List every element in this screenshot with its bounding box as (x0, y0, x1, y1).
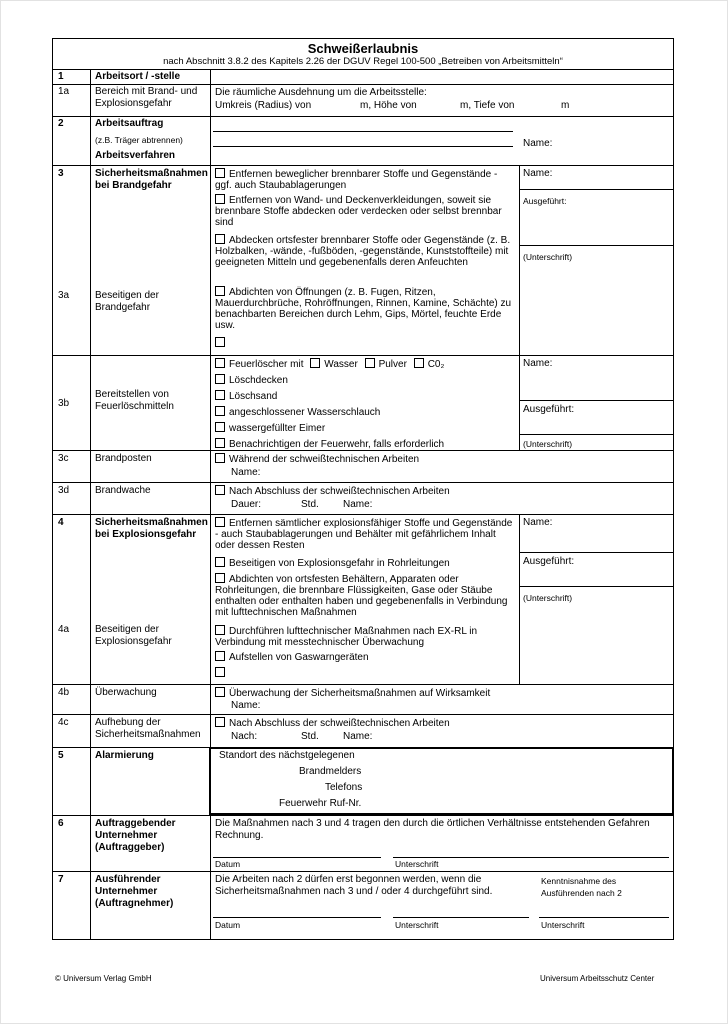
alarm-line: Standort des nächstgelegenen (219, 750, 355, 761)
checkbox[interactable] (215, 194, 225, 204)
row-4b (53, 684, 673, 715)
row-3d (53, 482, 673, 515)
checkbox-item[interactable]: Nach Abschluss der schweißtechnischen Arbeiten (215, 717, 450, 729)
checkbox-item[interactable]: Entfernen beweglicher brennbarer Stoffe und Gegenstände - ggf. auch Staubablagerungen (215, 169, 498, 191)
checkbox-item[interactable]: Benachrichtigen der Feuerwehr, falls erforderlich (215, 438, 444, 450)
signature-line[interactable] (539, 917, 669, 918)
row-number: 6 (58, 818, 64, 829)
statement-text: Die Arbeiten nach 2 dürfen erst begonnen werden, wenn die Sicherheitsmaßnahmen nach 3 und / oder 4 durchgeführt sind. (215, 874, 493, 897)
checkbox[interactable] (215, 234, 225, 244)
alarm-line: Brandmelders (299, 766, 362, 777)
row-subnumber: 3d (58, 485, 70, 496)
signature-line[interactable] (393, 917, 529, 918)
signature-label: (Unterschrift) (523, 593, 573, 603)
row-4 (53, 514, 673, 685)
row-number: 1 (58, 71, 64, 82)
row-sublabel: Aufhebung der Sicherheitsmaßnahmen (95, 717, 201, 740)
signature-label: Unterschrift (395, 859, 439, 869)
checkbox[interactable] (215, 422, 225, 432)
row-sublabel: Bereich mit Brand- und Explosionsgefahr (95, 86, 198, 109)
row-sublabel: Brandwache (95, 485, 151, 496)
checkbox-item[interactable]: wassergefüllter Eimer (215, 422, 325, 434)
checkbox[interactable] (215, 485, 225, 495)
hours-label: Std. (301, 499, 319, 510)
checkbox-item[interactable]: Abdichten von ortsfesten Behältern, Apparaten oder Rohrleitungen, die brennbare Flüssigkeiten, Gase oder Stäube enthalten oder enthalten haben und gegebenenfalls in Verbindung mit lufttechnischen Maßnahmen (215, 574, 508, 618)
radius-intro: Die räumliche Ausdehnung um die Arbeitsstelle: (215, 87, 427, 98)
section-label: Sicherheitsmaßnahmen bei Explosionsgefahr (95, 517, 208, 540)
checkbox-item[interactable] (215, 667, 229, 679)
duration-label: Dauer: (231, 499, 262, 510)
checkbox-item[interactable]: Abdecken ortsfester brennbarer Stoffe oder Gegenstände (z. B. Holzbalken, -wände, -fußböden, -gegenstände, Kunststoffteile) mit geeigneten Mitteln und gegebenenfalls deren Anfeuchten (215, 235, 511, 268)
row-sublabel: Bereitstellen von Feuerlöschmitteln (95, 389, 174, 412)
row-subnumber: 3b (58, 398, 70, 409)
signature-label: Unterschrift (395, 920, 439, 930)
section-label: Arbeitsauftrag (95, 118, 164, 129)
footer-center: Universum Arbeitsschutz Center (540, 974, 655, 983)
section-label: Auftraggebender Unternehmer (Auftraggeber) (95, 818, 176, 853)
checkbox[interactable] (215, 286, 225, 296)
row-3b (53, 355, 673, 451)
executed-label: Ausgeführt: (523, 404, 575, 415)
checkbox[interactable] (215, 667, 225, 677)
signature-label: Unterschrift (541, 920, 585, 930)
checkbox-item[interactable]: Entfernen sämtlicher explosionsfähiger Stoffe und Gegenstände - auch Staubablagerungen und Behälter mit gefährlichem Inhalt oder dessen Resten (215, 518, 513, 551)
row-subnumber: 4a (58, 624, 70, 635)
checkbox[interactable] (215, 438, 225, 448)
row-note: (z.B. Träger abtrennen) (95, 135, 183, 145)
checkbox-item[interactable]: Aufstellen von Gaswarngeräten (215, 651, 515, 663)
checkbox[interactable] (215, 374, 225, 384)
row-subnumber: 4b (58, 687, 70, 698)
signature-label: (Unterschrift) (523, 439, 573, 449)
acknowledgement-note: Kenntnisnahme des Ausführenden nach 2 (541, 876, 622, 898)
executed-label: Ausgeführt: (523, 196, 567, 206)
height-label: m, Höhe von (360, 100, 417, 111)
checkbox[interactable] (215, 390, 225, 400)
row-number: 4 (58, 517, 64, 528)
statement-text: Die Maßnahmen nach 3 und 4 tragen den durch die örtlichen Verhältnisse entstehenden Gefahren Rechnung. (215, 818, 650, 841)
radius-label: Umkreis (Radius) von (215, 100, 312, 111)
name-label: Name: (231, 700, 261, 711)
row-2 (53, 116, 673, 166)
executed-label: Ausgeführt: (523, 556, 575, 567)
checkbox-item[interactable]: Überwachung der Sicherheitsmaßnahmen auf Wirksamkeit (215, 687, 490, 699)
depth-unit: m (561, 100, 570, 111)
section-label-2: Arbeitsverfahren (95, 150, 176, 161)
row-sublabel: Beseitigen der Brandgefahr (95, 290, 159, 313)
checkbox[interactable] (215, 573, 225, 583)
name-label: Name: (343, 499, 373, 510)
form-title: Schweißerlaubnis (307, 41, 419, 56)
checkbox-item[interactable]: Beseitigen von Explosionsgefahr in Rohrleitungen (215, 557, 515, 569)
date-label: Datum (215, 920, 241, 930)
section-label: Arbeitsort / -stelle (95, 71, 181, 82)
row-6 (53, 815, 673, 872)
date-label: Datum (215, 859, 241, 869)
checkbox-item[interactable]: Löschdecken (215, 374, 288, 386)
weld-permit-form (52, 38, 674, 940)
checkbox-item[interactable]: Während der schweißtechnischen Arbeiten (215, 453, 419, 465)
alarm-line: Feuerwehr Ruf-Nr. (279, 798, 362, 809)
checkbox[interactable] (215, 557, 225, 567)
row-subnumber: 1a (58, 86, 70, 97)
checkbox[interactable] (310, 358, 320, 368)
section-label: Ausführender Unternehmer (Auftragnehmer) (95, 874, 174, 909)
row-subnumber: 3a (58, 290, 70, 301)
checkbox[interactable] (215, 717, 225, 727)
name-label: Name: (231, 467, 261, 478)
row-5 (53, 747, 673, 816)
row-sublabel: Überwachung (95, 687, 157, 698)
hours-label: Std. (301, 731, 319, 742)
depth-label: m, Tiefe von (460, 100, 515, 111)
checkbox[interactable] (215, 453, 225, 463)
input-line[interactable] (213, 131, 513, 132)
alarm-line: Telefons (325, 782, 363, 793)
row-1 (53, 69, 673, 117)
checkbox[interactable] (215, 358, 225, 368)
checkbox-item[interactable]: Nach Abschluss der schweißtechnischen Arbeiten (215, 485, 450, 497)
checkbox[interactable] (215, 625, 225, 635)
name-label: Name: (523, 517, 553, 528)
checkbox[interactable] (215, 687, 225, 697)
checkbox-item[interactable] (215, 337, 229, 349)
footer-publisher: © Universum Verlag GmbH (55, 974, 152, 983)
checkbox-item[interactable]: Feuerlöscher mit Wasser Pulver C0₂ (215, 358, 444, 370)
date-line[interactable] (213, 917, 381, 918)
input-line[interactable] (213, 146, 513, 147)
signature-line[interactable] (393, 857, 669, 858)
date-line[interactable] (213, 857, 381, 858)
row-3 (53, 165, 673, 356)
section-label: Sicherheitsmaßnahmen bei Brandgefahr (95, 168, 208, 191)
checkbox[interactable] (215, 168, 225, 178)
row-3c (53, 450, 673, 483)
checkbox[interactable] (215, 517, 225, 527)
row-7 (53, 871, 673, 939)
row-number: 3 (58, 168, 64, 179)
row-sublabel: Beseitigen der Explosionsgefahr (95, 624, 172, 647)
row-number: 2 (58, 118, 64, 129)
after-label: Nach: (231, 731, 258, 742)
name-label: Name: (523, 168, 553, 179)
checkbox-item[interactable]: Löschsand (215, 390, 277, 402)
signature-label: (Unterschrift) (523, 252, 573, 262)
checkbox-item[interactable]: Durchführen lufttechnischer Maßnahmen nach EX-RL in Verbindung mit messtechnischer Überwachung (215, 626, 478, 648)
row-subnumber: 4c (58, 717, 69, 728)
checkbox[interactable] (365, 358, 375, 368)
checkbox[interactable] (215, 337, 225, 347)
checkbox-item[interactable]: Entfernen von Wand- und Deckenverkleidungen, soweit sie brennbare Stoffe abdecken oder verdecken oder selbst brennbar sind (215, 195, 502, 228)
row-sublabel: Brandposten (95, 453, 152, 464)
checkbox-item[interactable]: Abdichten von Öffnungen (z. B. Fugen, Ritzen, Mauerdurchbrüche, Rohröffnungen, Rinnen, Kamine, Schächte) zu benachbarten Bereichen durch Lehm, Gips, Mörtel, feuchte Erde usw. (215, 287, 512, 331)
checkbox-item[interactable]: angeschlossener Wasserschlauch (215, 406, 380, 418)
name-label: Name: (343, 731, 373, 742)
name-label: Name: (523, 358, 553, 369)
name-label: Name: (523, 138, 553, 149)
checkbox[interactable] (215, 406, 225, 416)
row-4c (53, 714, 673, 748)
checkbox[interactable] (414, 358, 424, 368)
checkbox[interactable] (215, 651, 225, 661)
row-subnumber: 3c (58, 453, 69, 464)
form-header (53, 39, 673, 70)
form-subtitle: nach Abschnitt 3.8.2 des Kapitels 2.26 der DGUV Regel 100-500 „Betreiben von Arbeitsmitteln“ (163, 56, 563, 67)
row-number: 7 (58, 874, 64, 885)
row-number: 5 (58, 750, 64, 761)
section-label: Alarmierung (95, 750, 154, 761)
